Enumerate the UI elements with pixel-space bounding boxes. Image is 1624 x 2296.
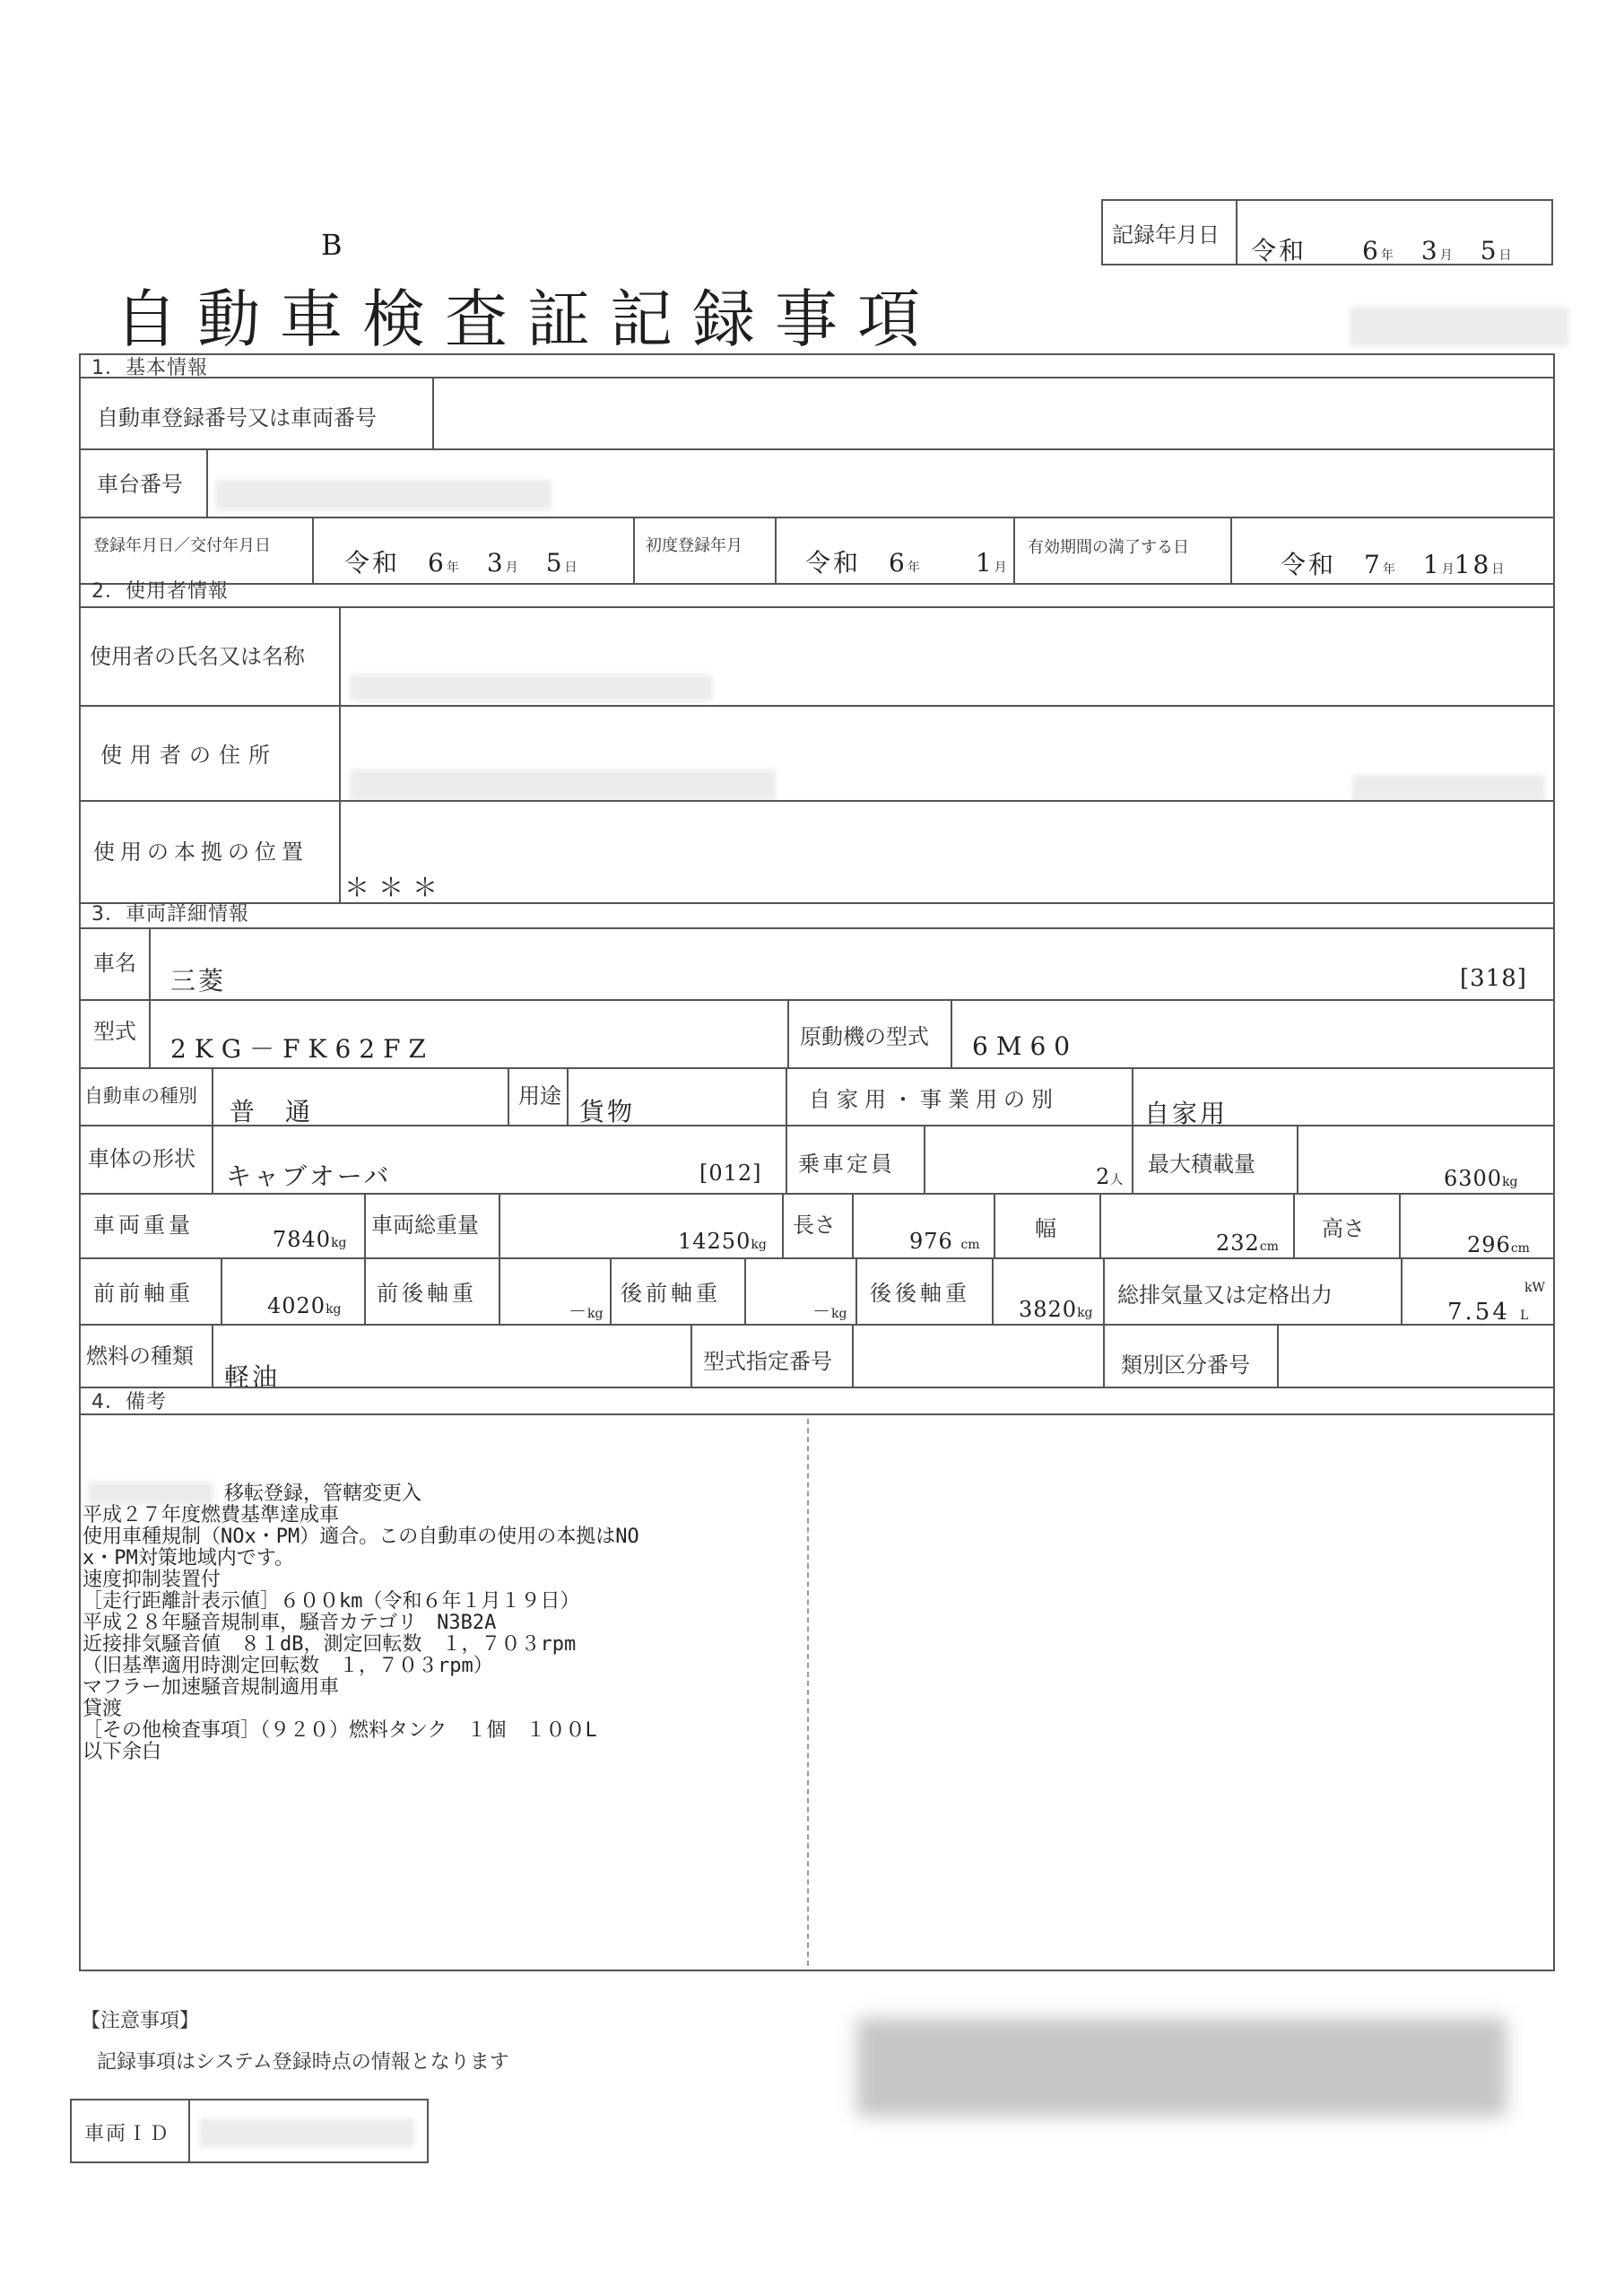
rr-axle-value: 3820kg (1019, 1297, 1093, 1322)
classification-mark: B (321, 228, 343, 262)
reg-number-label: 自動車登録番号又は車両番号 (97, 405, 377, 430)
notice-text: 記録事項はシステム登録時点の情報となります (97, 2051, 509, 2074)
car-name-label: 車名 (93, 951, 136, 976)
remark-line: x・PM対策地域内です。 (83, 1547, 294, 1570)
length-value: 976 cm (909, 1229, 980, 1254)
ff-axle-value: 4020kg (267, 1293, 342, 1318)
redacted-chassis-number (215, 480, 551, 510)
remark-line: 平成２７年度燃費基準達成車 (83, 1504, 340, 1526)
height-value: 296cm (1467, 1232, 1530, 1257)
model-label: 型式 (93, 1019, 136, 1044)
width-label: 幅 (1035, 1216, 1056, 1241)
capacity-value: 2人 (1096, 1164, 1124, 1189)
body-shape-value: キャブオーバ (226, 1161, 392, 1191)
remark-line: （旧基準適用時測定回転数 １，７０３rpm） (83, 1655, 493, 1677)
remark-line: ［その他検査事項］（９２０）燃料タンク １個 １００L (83, 1719, 597, 1742)
max-load-label: 最大積載量 (1148, 1152, 1255, 1177)
redacted-header-stamp (1350, 307, 1569, 346)
gross-weight-label: 車両総重量 (371, 1213, 479, 1238)
first-reg-value: 令和 6年 1月 (805, 548, 1007, 578)
weight-value: 7840kg (273, 1227, 347, 1252)
body-shape-label: 車体の形状 (88, 1146, 195, 1171)
ff-axle-label: 前前軸重 (93, 1281, 194, 1306)
redacted-footer-stamp (856, 2018, 1507, 2117)
redacted-remark-prefix (88, 1482, 213, 1505)
redacted-user-name (350, 674, 713, 701)
model-value: 2KG－FK62FZ (170, 1034, 434, 1064)
reg-date-label: 登録年月日／交付年月日 (93, 536, 271, 555)
record-date-label: 記録年月日 (1112, 222, 1220, 248)
user-address-label: 使用者の住所 (100, 743, 278, 768)
displacement-label: 総排気量又は定格出力 (1117, 1283, 1333, 1308)
remark-line: 使用車種規制（NOx・PM）適合。この自動車の使用の本拠はNO (83, 1526, 639, 1548)
section4-heading: 4．備考 (91, 1391, 167, 1413)
remark-line: ［走行距離計表示値］６００km（令和６年１月１９日） (83, 1590, 580, 1613)
remark-line: 速度抑制装置付 (83, 1569, 221, 1591)
max-load-value: 6300kg (1444, 1166, 1518, 1191)
record-date-value: 令和 6年 3月 5日 (1251, 236, 1512, 265)
car-name-value: 三菱 (170, 966, 227, 996)
redacted-user-address (350, 770, 776, 800)
remark-line: 平成２８年騒音規制車，騒音カテゴリ N3B2A (83, 1612, 497, 1634)
gross-weight-value: 14250kg (678, 1229, 767, 1254)
remark-line: 以下余白 (83, 1741, 162, 1763)
fuel-value: 軽油 (224, 1362, 281, 1392)
business-label: 自家用・事業用の別 (809, 1087, 1059, 1112)
length-label: 長さ (793, 1213, 836, 1238)
displacement-value: 7.54 L (1447, 1299, 1529, 1326)
business-value: 自家用 (1144, 1099, 1229, 1128)
remark-line: 近接排気騒音値 ８１dB，測定回転数 １，７０３rpm (83, 1633, 577, 1656)
usage-value: 貨物 (579, 1097, 636, 1126)
fr-axle-value: －kg (569, 1300, 604, 1322)
remark-line: 貸渡 (83, 1698, 123, 1720)
capacity-label: 乗車定員 (798, 1152, 895, 1177)
fuel-label: 燃料の種類 (86, 1344, 194, 1369)
section1-heading: 1．基本情報 (91, 357, 208, 379)
displacement-unit-kw: kW (1524, 1281, 1545, 1295)
remark-line: 移転登録，管轄変更入 (224, 1483, 422, 1505)
rf-axle-value: －kg (812, 1300, 847, 1322)
section2-heading: 2．使用者情報 (91, 580, 229, 603)
height-label: 高さ (1322, 1216, 1365, 1241)
expiry-value: 令和 7年 1月18日 (1281, 550, 1505, 579)
engine-model-value: 6M60 (972, 1031, 1079, 1061)
rf-axle-label: 後前軸重 (621, 1281, 721, 1306)
reg-date-value: 令和 6年 3月 5日 (344, 548, 578, 578)
chassis-number-label: 車台番号 (97, 472, 183, 497)
vehicle-type-value: 普 通 (230, 1097, 314, 1126)
type-designation-label: 型式指定番号 (703, 1349, 832, 1374)
weight-label: 車両重量 (93, 1213, 194, 1238)
category-label: 類別区分番号 (1121, 1352, 1250, 1378)
user-name-label: 使用者の氏名又は名称 (90, 644, 305, 669)
base-location-label: 使用の本拠の位置 (93, 839, 308, 865)
expiry-label: 有効期間の満了する日 (1028, 538, 1189, 557)
redacted-vehicle-id (199, 2118, 414, 2147)
width-value: 232cm (1216, 1231, 1279, 1256)
section3-heading: 3．車両詳細情報 (91, 903, 249, 926)
fr-axle-label: 前後軸重 (377, 1281, 477, 1306)
usage-label: 用途 (518, 1083, 561, 1109)
vehicle-type-label: 自動車の種別 (84, 1085, 197, 1107)
first-reg-label: 初度登録年月 (646, 536, 743, 555)
rr-axle-label: 後後軸重 (870, 1281, 970, 1306)
engine-model-label: 原動機の型式 (800, 1024, 929, 1049)
car-name-code: [318] (1460, 965, 1527, 992)
base-location-value: ＊＊＊ (344, 873, 447, 902)
notice-heading: 【注意事項】 (81, 2010, 200, 2032)
document-title: 自動車検査証記録事項 (115, 283, 940, 356)
body-shape-code: [012] (699, 1161, 762, 1186)
remark-line: マフラー加速騒音規制適用車 (83, 1676, 340, 1699)
vehicle-id-label: 車両ＩＤ (84, 2123, 171, 2145)
redacted-user-address-2 (1352, 775, 1545, 802)
